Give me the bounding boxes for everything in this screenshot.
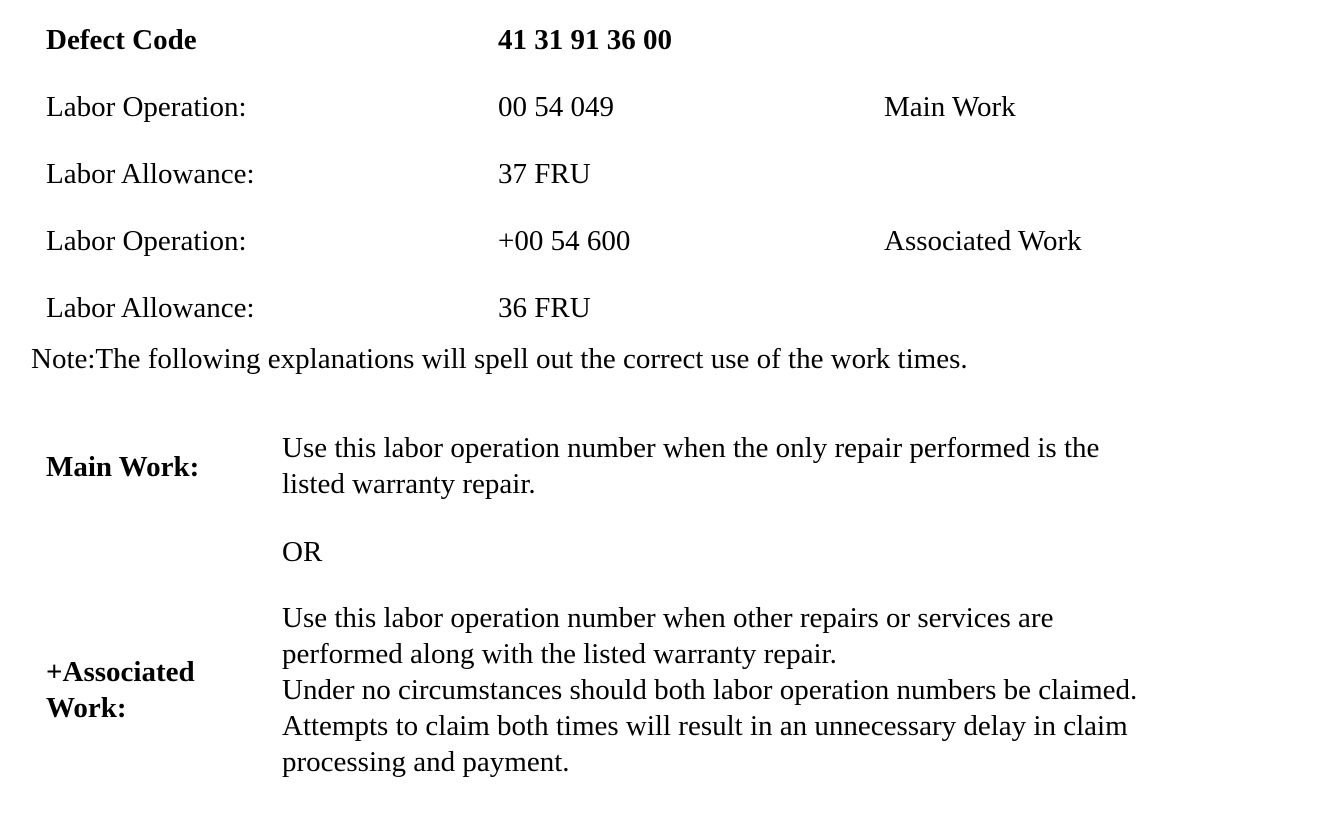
associated-work-line: processing and payment. (282, 746, 570, 778)
associated-work-line: performed along with the listed warranty repair. (282, 638, 837, 670)
associated-work-heading-line: +Associated (46, 656, 195, 688)
associated-work-line: Under no circumstances should both labor operation numbers be claimed. (282, 674, 1138, 706)
associated-work-heading (46, 654, 195, 726)
labor-operation-note: Main Work (884, 91, 1016, 123)
labor-allowance-label: Labor Allowance: (46, 292, 255, 324)
main-work-description (282, 430, 1099, 502)
labor-operation-label: Labor Operation: (46, 91, 247, 123)
associated-work-line: Attempts to claim both times will result in an unnecessary delay in claim (282, 710, 1128, 742)
associated-work-heading-line: Work: (46, 692, 127, 724)
main-work-heading: Main Work: (46, 451, 200, 483)
or-separator: OR (282, 536, 323, 568)
labor-allowance-label: Labor Allowance: (46, 158, 255, 190)
labor-operation-value: +00 54 600 (498, 225, 631, 257)
labor-operation-value: 00 54 049 (498, 91, 614, 123)
associated-work-description (282, 600, 1137, 780)
associated-work-line: Use this labor operation number when other repairs or services are (282, 602, 1054, 634)
defect-code-value: 41 31 91 36 00 (498, 24, 672, 56)
defect-code-label: Defect Code (46, 24, 197, 56)
labor-allowance-value: 36 FRU (498, 292, 591, 324)
labor-operation-label: Labor Operation: (46, 225, 247, 257)
note-text: Note:The following explanations will spell out the correct use of the work times. (31, 343, 968, 375)
main-work-line: Use this labor operation number when the only repair performed is the (282, 432, 1100, 464)
labor-allowance-value: 37 FRU (498, 158, 591, 190)
labor-operation-note: Associated Work (884, 225, 1082, 257)
main-work-line: listed warranty repair. (282, 468, 536, 500)
